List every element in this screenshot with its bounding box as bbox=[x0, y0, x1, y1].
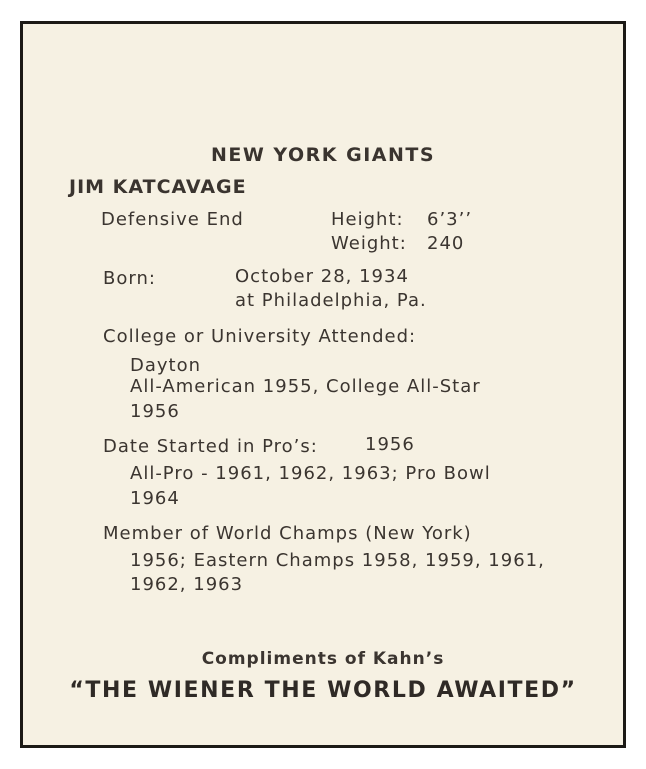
weight-label: Weight: bbox=[331, 233, 407, 254]
team-name: NEW YORK GIANTS bbox=[210, 144, 436, 166]
champs-label: Member of World Champs (New York) bbox=[103, 523, 472, 544]
weight-value: 240 bbox=[427, 233, 465, 254]
college-line: All-American 1955, College All-Star bbox=[130, 376, 481, 397]
player-position: Defensive End bbox=[101, 209, 244, 230]
player-name: JIM KATCAVAGE bbox=[69, 176, 247, 198]
born-date: October 28, 1934 bbox=[235, 266, 409, 287]
pro-start-label: Date Started in Pro’s: bbox=[103, 436, 318, 457]
champs-line: 1956; Eastern Champs 1958, 1959, 1961, bbox=[130, 550, 545, 571]
trading-card-back bbox=[20, 21, 626, 748]
pro-start-year: 1956 bbox=[365, 434, 415, 455]
height-label: Height: bbox=[331, 209, 404, 230]
born-place: at Philadelphia, Pa. bbox=[235, 290, 427, 311]
champs-line: 1962, 1963 bbox=[130, 574, 244, 595]
college-label: College or University Attended: bbox=[103, 326, 417, 347]
born-label: Born: bbox=[103, 268, 156, 289]
pro-line: 1964 bbox=[130, 488, 180, 509]
college-line: Dayton bbox=[130, 355, 202, 376]
sponsor-compliments: Compliments of Kahn’s bbox=[201, 649, 445, 669]
height-value: 6’3’’ bbox=[427, 209, 473, 230]
sponsor-slogan: “THE WIENER THE WORLD AWAITED” bbox=[69, 678, 577, 703]
pro-line: All-Pro - 1961, 1962, 1963; Pro Bowl bbox=[130, 463, 491, 484]
college-line: 1956 bbox=[130, 401, 180, 422]
